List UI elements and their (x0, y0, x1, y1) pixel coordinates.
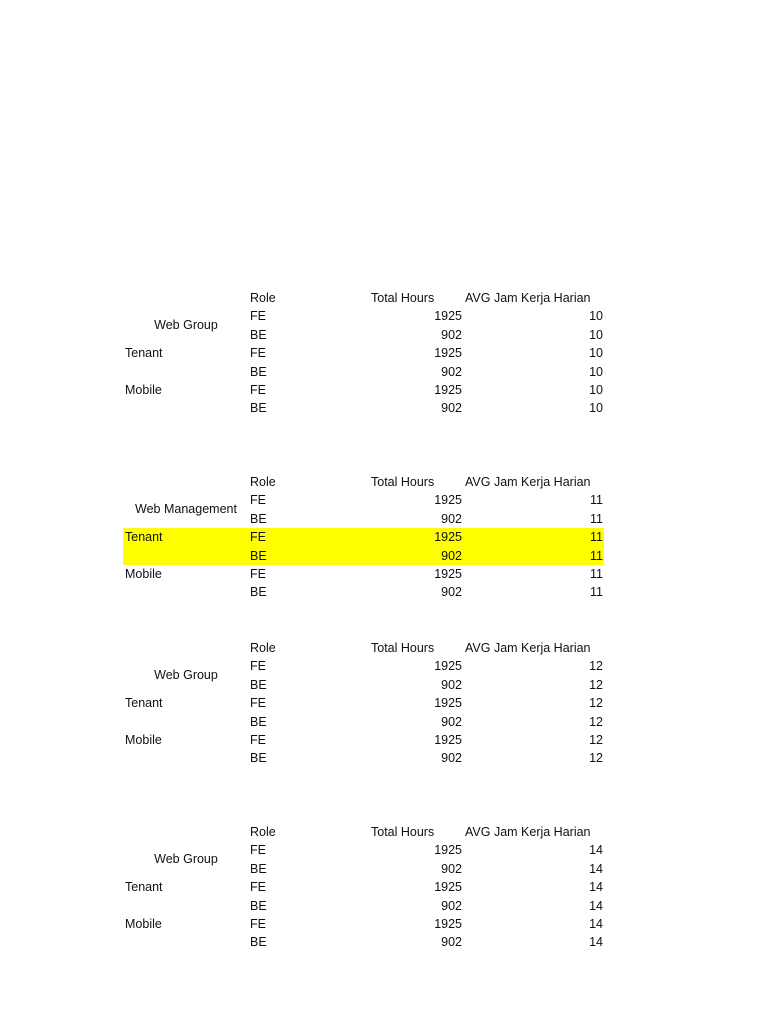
avg-cell: 11 (590, 530, 603, 545)
table-row (0, 510, 768, 528)
avg-header: AVG Jam Kerja Harian (465, 641, 591, 655)
avg-cell: 11 (590, 493, 603, 508)
hours-cell: 1925 (434, 530, 462, 545)
table-row (0, 676, 768, 694)
avg-cell: 10 (589, 364, 603, 379)
avg-cell: 14 (589, 880, 603, 895)
hours-cell: 902 (441, 714, 462, 729)
role-cell: BE (250, 714, 267, 729)
avg-cell: 14 (589, 898, 603, 913)
table-row (0, 841, 768, 859)
role-cell: FE (250, 880, 266, 895)
hours-cell: 902 (441, 751, 462, 766)
hours-cell: 1925 (434, 917, 462, 931)
role-header: Role (250, 291, 276, 305)
group-label-tenant: Tenant (125, 696, 163, 711)
group-label-web: Web Group (154, 852, 218, 867)
role-cell: BE (250, 677, 267, 692)
hours-cell: 1925 (434, 493, 462, 508)
role-cell: FE (250, 383, 266, 397)
hours-cell: 902 (441, 327, 462, 342)
role-cell: FE (250, 309, 266, 324)
hours-cell: 1925 (434, 696, 462, 711)
avg-cell: 11 (590, 548, 603, 563)
group-label-mobile: Mobile (125, 567, 162, 581)
hours-cell: 1925 (434, 346, 462, 361)
group-label-web: Web Management (135, 502, 237, 517)
hours-cell: 902 (441, 548, 462, 563)
total-hours-header: Total Hours (371, 291, 435, 305)
hours-cell: 902 (441, 585, 462, 600)
avg-cell: 12 (589, 751, 603, 766)
avg-cell: 10 (589, 383, 603, 397)
table-row (0, 307, 768, 325)
role-cell: FE (250, 530, 266, 545)
avg-cell: 10 (589, 346, 603, 361)
role-header: Role (250, 641, 276, 655)
avg-cell: 12 (589, 714, 603, 729)
avg-cell: 11 (590, 585, 603, 600)
hours-cell: 1925 (434, 880, 462, 895)
table-row (0, 565, 768, 583)
avg-header: AVG Jam Kerja Harian (465, 475, 591, 489)
hours-cell: 902 (441, 401, 462, 416)
hours-cell: 902 (441, 364, 462, 379)
table-row (0, 583, 768, 601)
table-row-highlighted (0, 528, 768, 546)
hours-cell: 902 (441, 898, 462, 913)
group-label-mobile: Mobile (125, 733, 162, 747)
group-label-mobile: Mobile (125, 917, 162, 931)
role-cell: FE (250, 346, 266, 361)
role-cell: BE (250, 585, 267, 600)
group-label-tenant: Tenant (125, 880, 163, 895)
avg-cell: 10 (589, 401, 603, 416)
hours-cell: 902 (441, 861, 462, 876)
role-cell: BE (250, 511, 267, 526)
avg-cell: 14 (589, 843, 603, 858)
table-row (0, 381, 768, 399)
role-cell: FE (250, 696, 266, 711)
table-row (0, 933, 768, 951)
hours-cell: 902 (441, 677, 462, 692)
avg-cell: 14 (589, 917, 603, 931)
hours-cell: 902 (441, 935, 462, 950)
avg-cell: 12 (589, 696, 603, 711)
table-row-highlighted (0, 547, 768, 565)
role-header: Role (250, 475, 276, 489)
table-row (0, 363, 768, 381)
hours-cell: 1925 (434, 659, 462, 674)
avg-cell: 11 (590, 567, 603, 581)
role-header: Role (250, 825, 276, 839)
hours-cell: 902 (441, 511, 462, 526)
table-row (0, 399, 768, 417)
table-row (0, 915, 768, 933)
avg-cell: 12 (589, 659, 603, 674)
table-row (0, 713, 768, 731)
role-cell: FE (250, 567, 266, 581)
avg-cell: 10 (589, 309, 603, 324)
role-cell: BE (250, 401, 267, 416)
role-cell: BE (250, 751, 267, 766)
role-cell: BE (250, 861, 267, 876)
avg-cell: 12 (589, 677, 603, 692)
avg-cell: 14 (589, 861, 603, 876)
table-row (0, 344, 768, 362)
role-cell: BE (250, 364, 267, 379)
role-cell: FE (250, 733, 266, 747)
table-row (0, 749, 768, 767)
avg-header: AVG Jam Kerja Harian (465, 291, 591, 305)
avg-cell: 12 (589, 733, 603, 747)
table-row (0, 657, 768, 675)
table-row (0, 878, 768, 896)
avg-cell: 10 (589, 327, 603, 342)
header-row (0, 823, 768, 841)
table-row (0, 491, 768, 509)
role-cell: FE (250, 493, 266, 508)
header-row (0, 639, 768, 657)
role-cell: BE (250, 935, 267, 950)
hours-cell: 1925 (434, 309, 462, 324)
group-label-mobile: Mobile (125, 383, 162, 397)
group-label-web: Web Group (154, 668, 218, 683)
group-label-tenant: Tenant (125, 346, 163, 361)
total-hours-header: Total Hours (371, 825, 435, 839)
role-cell: BE (250, 327, 267, 342)
total-hours-header: Total Hours (371, 641, 435, 655)
group-label-web: Web Group (154, 318, 218, 333)
avg-cell: 11 (590, 511, 603, 526)
avg-cell: 14 (589, 935, 603, 950)
hours-cell: 1925 (434, 733, 462, 747)
table-row (0, 694, 768, 712)
header-row (0, 473, 768, 491)
table-row (0, 860, 768, 878)
role-cell: FE (250, 659, 266, 674)
role-cell: BE (250, 898, 267, 913)
hours-cell: 1925 (434, 567, 462, 581)
role-cell: FE (250, 917, 266, 931)
table-row (0, 326, 768, 344)
group-label-tenant: Tenant (125, 530, 163, 545)
table-row (0, 731, 768, 749)
table-row (0, 897, 768, 915)
role-cell: FE (250, 843, 266, 858)
hours-cell: 1925 (434, 843, 462, 858)
total-hours-header: Total Hours (371, 475, 435, 489)
avg-header: AVG Jam Kerja Harian (465, 825, 591, 839)
hours-cell: 1925 (434, 383, 462, 397)
header-row (0, 289, 768, 307)
role-cell: BE (250, 548, 267, 563)
